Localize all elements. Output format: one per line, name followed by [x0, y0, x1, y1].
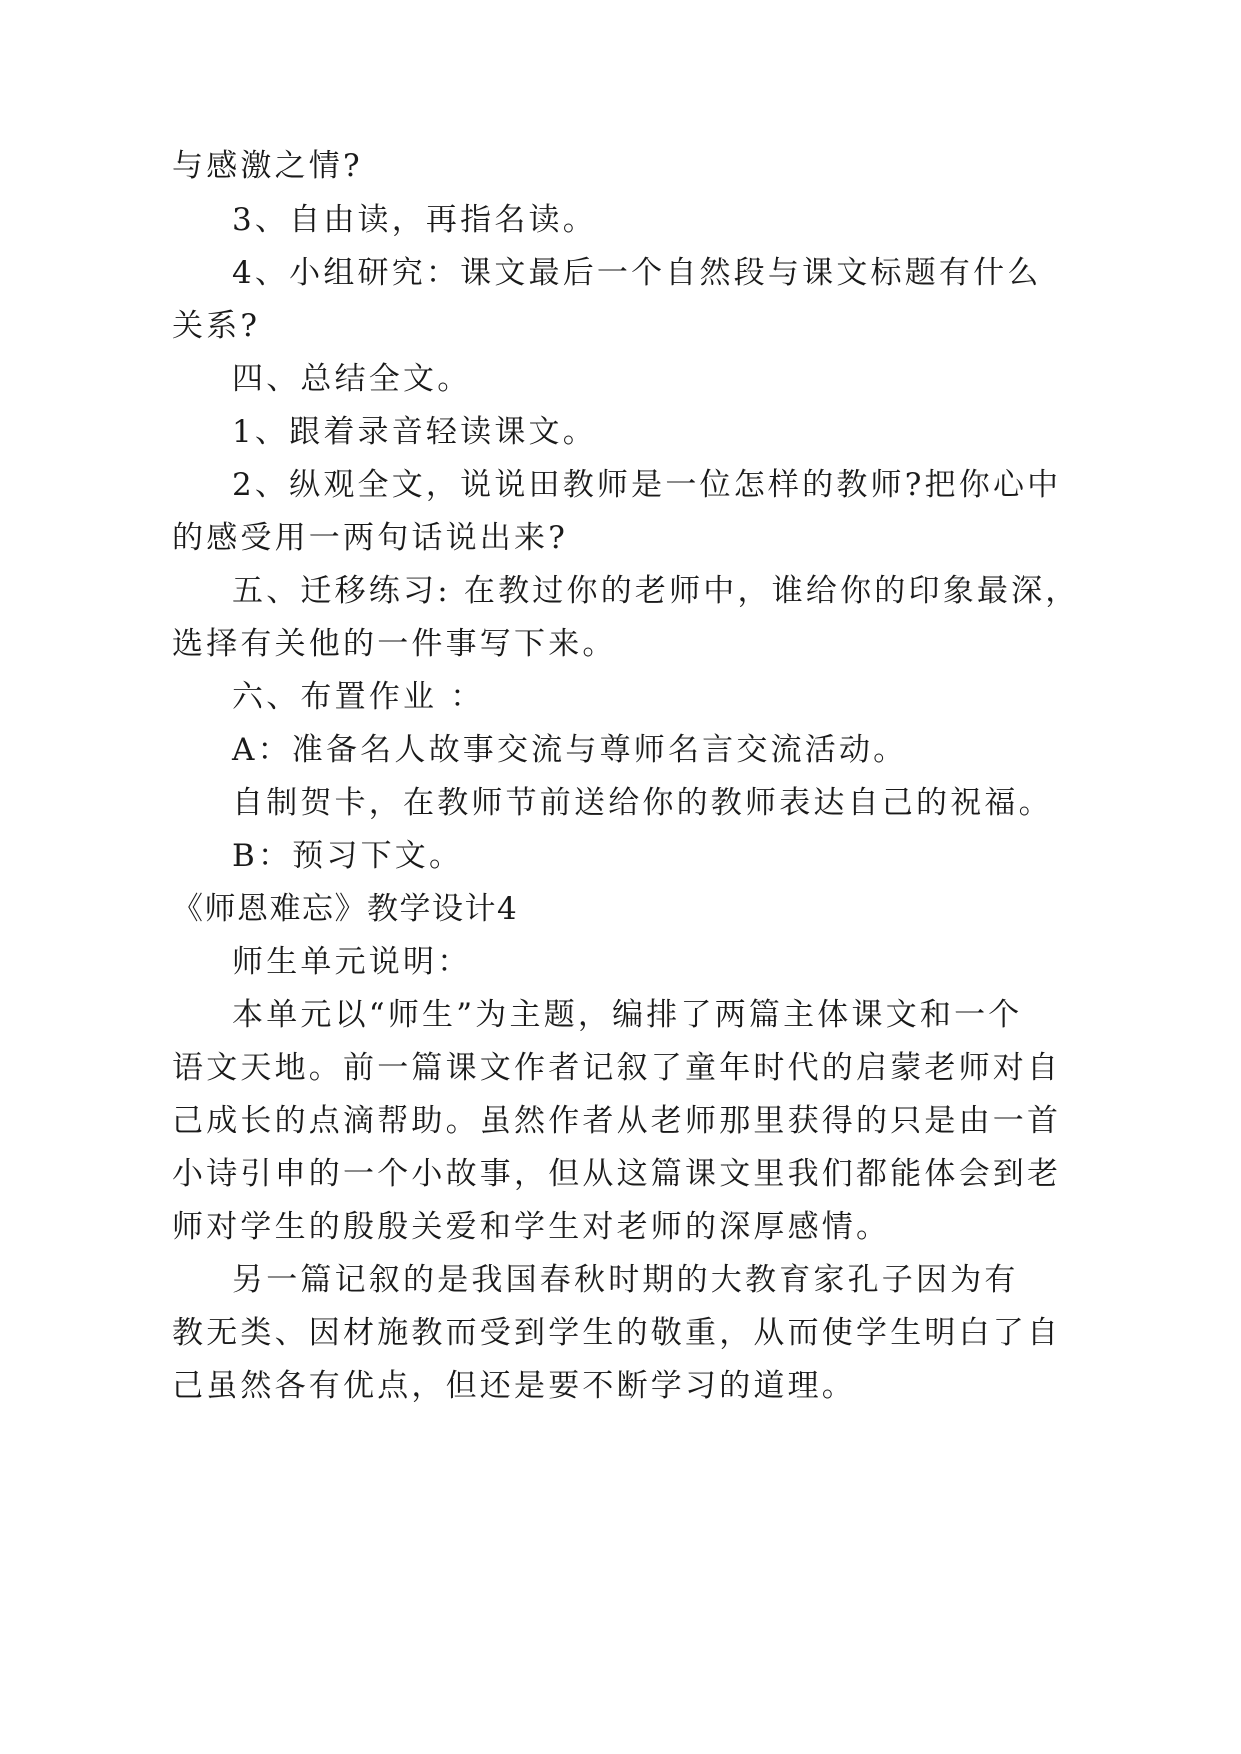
text-line: 本单元以“师生”为主题，编排了两篇主体课文和一个 — [232, 997, 1023, 1033]
text-line: 师对学生的殷殷关爱和学生对老师的深厚感情。 — [172, 1209, 891, 1245]
text-line: 六、布置作业 ： — [232, 679, 485, 715]
text-line: 关系? — [172, 308, 261, 344]
text-line: 与感激之情? — [172, 148, 363, 184]
text-line: 4、小组研究：课文最后一个自然段与课文标题有什么 — [232, 255, 1042, 291]
text-line: 己虽然各有优点，但还是要不断学习的道理。 — [172, 1368, 856, 1404]
text-line: A：准备名人故事交流与尊师名言交流活动。 — [232, 732, 908, 768]
text-line: 自制贺卡，在教师节前送给你的教师表达自己的祝福。 — [232, 785, 1053, 821]
text-line: 师生单元说明： — [232, 944, 472, 980]
text-line: 2、纵观全文，说说田教师是一位怎样的教师?把你心中 — [232, 467, 1062, 503]
text-line: 的感受用一两句话说出来? — [172, 520, 569, 556]
text-line: 语文天地。前一篇课文作者记叙了童年时代的启蒙老师对自 — [172, 1050, 1062, 1086]
text-line: 己成长的点滴帮助。虽然作者从老师那里获得的只是由一首 — [172, 1103, 1062, 1139]
text-line: 五、迁移练习: 在教过你的老师中，谁给你的印象最深， — [232, 573, 1080, 609]
text-line: 3、自由读，再指名读。 — [232, 202, 597, 238]
text-line: 选择有关他的一件事写下来。 — [172, 626, 617, 662]
text-line: 另一篇记叙的是我国春秋时期的大教育家孔子因为有 — [232, 1262, 1019, 1298]
section-title: 《师恩难忘》教学设计4 — [172, 891, 519, 927]
text-line: 四、总结全文。 — [232, 361, 472, 397]
text-line: 小诗引申的一个小故事，但从这篇课文里我们都能体会到老 — [172, 1156, 1062, 1192]
text-line: 1、跟着录音轻读课文。 — [232, 414, 597, 450]
text-line: B：预习下文。 — [232, 838, 464, 874]
text-line: 教无类、因材施教而受到学生的敬重，从而使学生明白了自 — [172, 1315, 1062, 1351]
